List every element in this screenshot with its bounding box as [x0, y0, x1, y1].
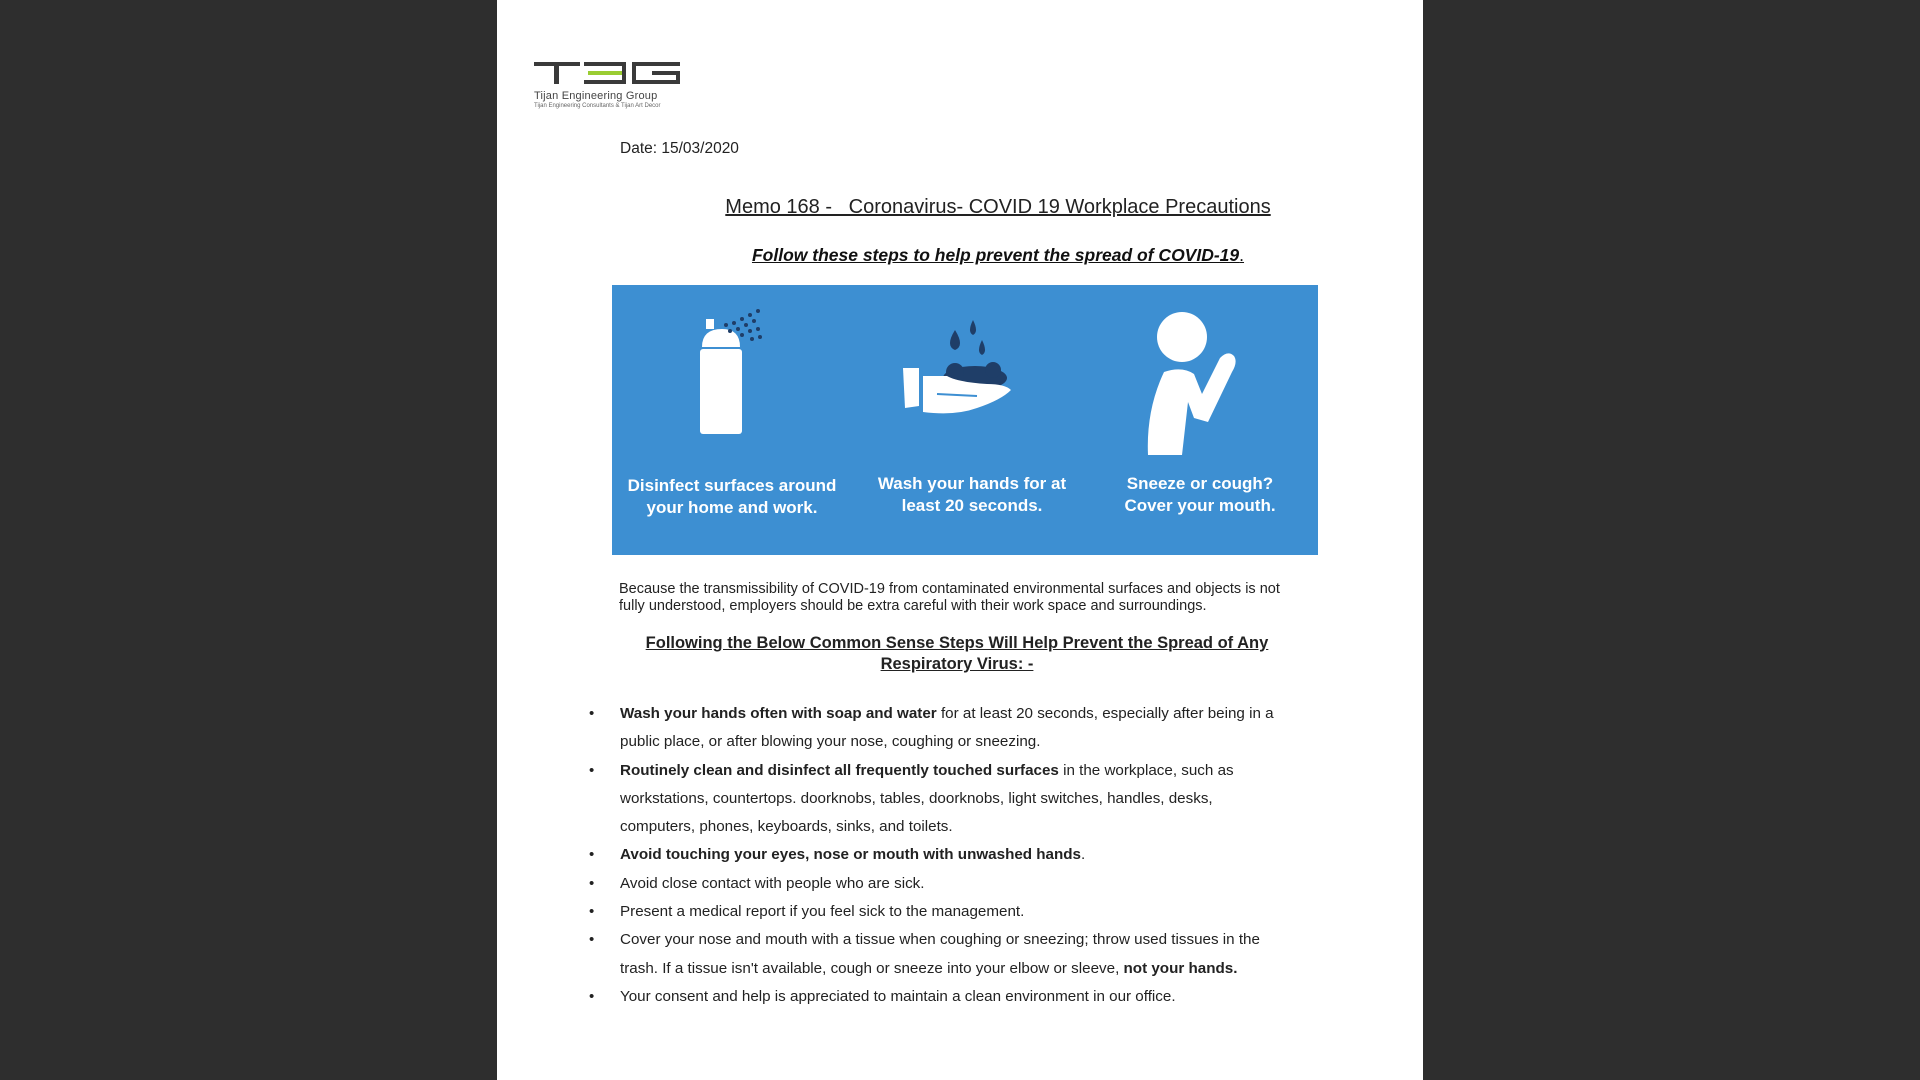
list-item: • Present a medical report if you feel sick to the management.: [589, 903, 1025, 921]
caption-line-1: Sneeze or cough?: [1126, 474, 1274, 493]
precautions-banner: [612, 285, 1318, 555]
section-heading: [607, 633, 1307, 675]
memo-subtitle: Follow these steps to help prevent the spread of COVID-19.: [751, 245, 1245, 265]
section-heading-line-1: Following the Below Common Sense Steps Will Help Prevent the Spread of Any: [645, 634, 1269, 652]
list-item: • Avoid close contact with people who are sick.: [589, 874, 925, 892]
caption-line-1: Wash your hands for at: [877, 474, 1067, 493]
banner-caption-disinfect: [612, 475, 852, 519]
sneeze-cough-icon: [1142, 310, 1262, 455]
intro-paragraph: Because the transmissibility of COVID-19 from contaminated environmental surfaces and objects is not fully understood, employers should be extra careful with their work space and surroundings.: [619, 581, 1280, 614]
banner-caption-sneeze: [1082, 473, 1318, 517]
company-tagline: Tijan Engineering Consultants & Tijan Art Decor: [534, 103, 661, 109]
company-logo: [534, 60, 694, 109]
banner-panel-disinfect: [612, 285, 852, 555]
caption-line-2: your home and work.: [646, 498, 818, 517]
caption-line-2: Cover your mouth.: [1124, 496, 1276, 515]
banner-caption-wash-hands: [852, 473, 1092, 517]
caption-line-2: least 20 seconds.: [901, 496, 1043, 515]
memo-title: Memo 168 - Coronavirus- COVID 19 Workplace Precautions: [725, 196, 1271, 218]
spray-can-icon: [682, 307, 782, 442]
list-item: • Cover your nose and mouth with a tissue when coughing or sneezing; throw used tissues in the trash. If a tissue isn't available, cough or sneeze into your elbow or sleeve, not your hands.: [589, 931, 1260, 977]
company-name: Tijan Engineering Group: [534, 90, 658, 102]
list-item: • Routinely clean and disinfect all frequently touched surfaces in the workplace, such as workstations, countertops. doorknobs, tables, doorknobs, light switches, handles, desks, computers, phones, keyboards, sinks, and toilets.: [589, 761, 1234, 836]
caption-line-1: Disinfect surfaces around: [627, 476, 837, 495]
tbg-logo-mark-icon: [534, 60, 684, 88]
precautions-list: [589, 700, 1289, 1011]
banner-panel-wash-hands: [852, 285, 1092, 555]
list-item: • Avoid touching your eyes, nose or mouth with unwashed hands.: [589, 846, 1086, 864]
memo-date: Date: 15/03/2020: [620, 140, 739, 157]
hand-washing-icon: [897, 320, 1037, 435]
banner-panel-sneeze: [1082, 285, 1318, 555]
list-item: • Wash your hands often with soap and water for at least 20 seconds, especially after being in a public place, or after blowing your nose, coughing or sneezing.: [589, 705, 1274, 751]
list-item: • Your consent and help is appreciated to maintain a clean environment in our office.: [589, 987, 1176, 1005]
section-heading-line-2: Respiratory Virus: -: [880, 655, 1034, 673]
document-page: [497, 0, 1423, 1080]
